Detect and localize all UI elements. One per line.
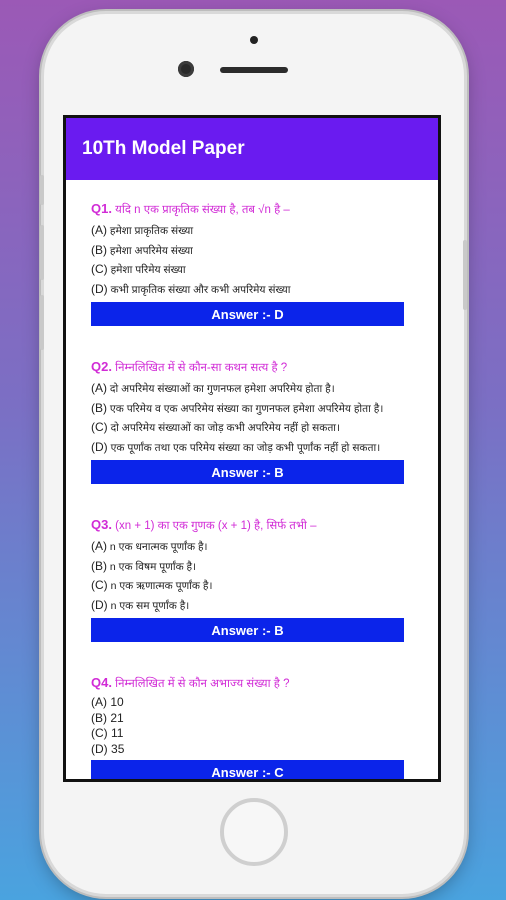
answer-button[interactable]: Answer :- B [91, 460, 404, 484]
option-key: (C) [91, 726, 108, 740]
option-key: (B) [91, 400, 107, 415]
option-item[interactable] [91, 695, 424, 711]
option-item[interactable] [91, 399, 424, 419]
question-number: Q4. [91, 675, 112, 690]
option-item[interactable] [91, 576, 424, 596]
option-key: (B) [91, 558, 107, 573]
app-screen [63, 115, 441, 782]
question-list [66, 180, 438, 782]
option-key: (C) [91, 578, 108, 592]
question-title [91, 200, 424, 219]
option-text: 21 [110, 710, 124, 725]
power-button [463, 240, 467, 310]
option-key: (A) [91, 539, 107, 553]
option-item[interactable] [91, 537, 424, 557]
option-text: हमेशा अपरिमेय संख्या [109, 244, 193, 257]
volume-up-button [40, 225, 44, 280]
option-key: (B) [91, 710, 107, 725]
option-key: (D) [91, 439, 108, 454]
answer-button[interactable]: Answer :- C [91, 760, 404, 782]
question-title [91, 358, 424, 377]
option-item[interactable] [91, 418, 424, 438]
option-item[interactable] [91, 241, 424, 261]
option-text: 11 [111, 726, 124, 740]
option-text: n एक विषम पूर्णांक है। [109, 560, 197, 573]
option-text: 10 [110, 695, 124, 709]
home-button[interactable] [220, 798, 288, 866]
front-camera [178, 61, 194, 77]
option-item[interactable] [91, 742, 424, 758]
option-text: एक पूर्णांक तथा एक परिमेय संख्या का जोड़ कभी पूर्णांक नहीं हो सकता। [110, 441, 381, 454]
option-key: (D) [91, 281, 108, 296]
option-text: कभी प्राकृतिक संख्या और कभी अपरिमेय संख्या [110, 283, 291, 296]
option-key: (D) [91, 741, 108, 756]
option-text: हमेशा प्राकृतिक संख्या [109, 225, 194, 237]
option-text: एक परिमेय व एक अपरिमेय संख्या का गुणनफल हमेशा अपरिमेय होता है। [109, 402, 384, 415]
mute-switch [40, 175, 44, 205]
option-text: 35 [111, 741, 125, 756]
option-text: n एक धनात्मक पूर्णांक है। [109, 541, 208, 553]
option-text: n एक सम पूर्णांक है। [110, 599, 190, 612]
answer-button[interactable]: Answer :- D [91, 302, 404, 326]
option-text: हमेशा परिमेय संख्या [110, 264, 186, 276]
option-text: n एक ऋणात्मक पूर्णांक है। [110, 580, 213, 592]
option-item[interactable] [91, 221, 424, 241]
option-key: (D) [91, 597, 108, 612]
question-number: Q3. [91, 517, 112, 532]
option-key: (A) [91, 381, 107, 395]
option-item[interactable] [91, 379, 424, 399]
option-key: (C) [91, 262, 108, 276]
question-card [91, 200, 424, 326]
question-card [91, 674, 424, 782]
question-text: (xn + 1) का एक गुणक (x + 1) है, सिर्फ तभी – [115, 520, 317, 532]
option-item[interactable] [91, 438, 424, 458]
option-item[interactable] [91, 726, 424, 742]
volume-down-button [40, 295, 44, 350]
option-item[interactable] [91, 260, 424, 280]
option-item[interactable] [91, 596, 424, 616]
question-text: यदि n एक प्राकृतिक संख्या है, तब √n है – [115, 204, 290, 216]
question-card [91, 516, 424, 642]
answer-button[interactable]: Answer :- B [91, 618, 404, 642]
question-card [91, 358, 424, 484]
option-item[interactable] [91, 280, 424, 300]
option-key: (A) [91, 695, 107, 709]
option-text: दो अपरिमेय संख्याओं का गुणनफल हमेशा अपरिमेय होता है। [109, 383, 335, 395]
question-title [91, 674, 424, 693]
question-number: Q2. [91, 359, 112, 374]
question-text: निम्नलिखित में से कौन अभाज्य संख्या है ? [115, 678, 290, 690]
option-key: (B) [91, 242, 107, 257]
option-key: (C) [91, 420, 108, 434]
option-item[interactable] [91, 557, 424, 577]
earpiece-speaker [220, 67, 288, 73]
option-text: दो अपरिमेय संख्याओं का जोड़ कभी अपरिमेय नहीं हो सकता। [110, 422, 341, 434]
option-item[interactable] [91, 711, 424, 727]
app-bar [66, 118, 438, 180]
proximity-sensor [250, 36, 258, 44]
option-key: (A) [91, 223, 107, 237]
page-title: 10Th Model Paper [82, 138, 245, 159]
question-number: Q1. [91, 201, 112, 216]
question-text: निम्नलिखित में से कौन-सा कथन सत्य है ? [115, 362, 288, 374]
question-title [91, 516, 424, 535]
